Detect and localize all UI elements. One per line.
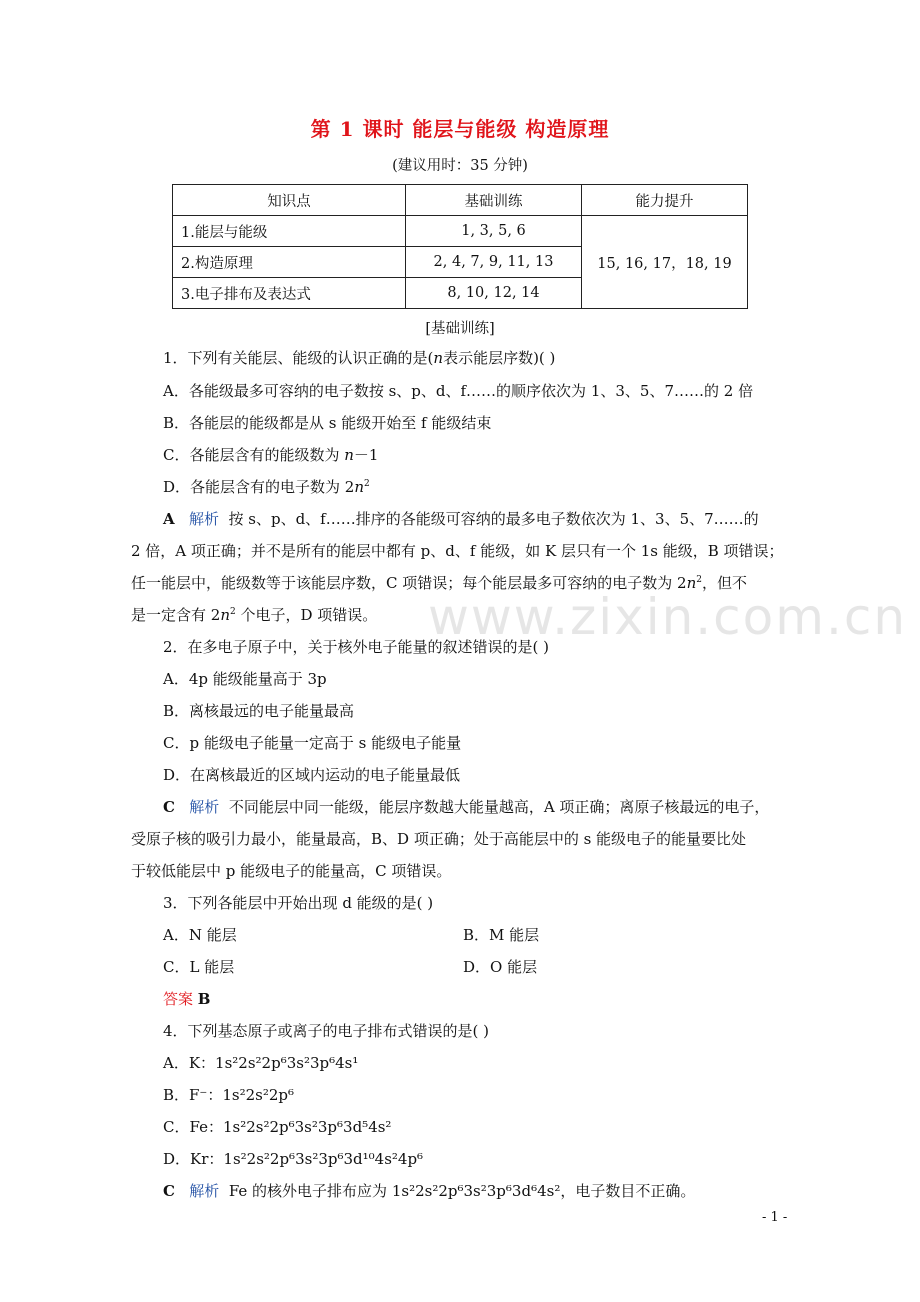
table-cell-ability: 15, 16, 17，18, 19 (582, 216, 748, 309)
question-2-explanation-line: C 解析 不同能层中同一能级，能层序数越大能量越高，A 项正确；离原子核最远的电子， (163, 798, 770, 816)
section-label: [基础训练] (425, 321, 495, 337)
question-2-explanation-line: 于较低能层中 p 能级电子的能量高，C 项错误。 (131, 862, 452, 880)
question-2-option-d: D．在离核最近的区域内运动的电子能量最低 (163, 766, 461, 784)
question-4-explanation-line: C 解析 Fe 的核外电子排布应为 1s²2s²2p⁶3s²3p⁶3d⁶4s²，电子数目不正确。 (163, 1182, 696, 1200)
table-header: 能力提升 (582, 185, 748, 216)
table-row (173, 216, 748, 247)
table-row (173, 185, 748, 216)
question-1-option-b: B．各能层的能级都是从 s 能级开始至 f 能级结束 (163, 414, 492, 432)
question-2-option-a: A．4p 能级能量高于 3p (163, 670, 327, 688)
question-1-explanation-line: A 解析 按 s、p、d、f……排序的各能级可容纳的最多电子数依次为 1、3、5、7……的 (163, 510, 759, 528)
question-4-option-a: A．K：1s²2s²2p⁶3s²3p⁶4s¹ (163, 1054, 359, 1072)
explanation-label: 解析 (189, 1182, 220, 1200)
table-cell: 2.构造原理 (173, 247, 406, 278)
question-2-option-b: B．离核最远的电子能量最高 (163, 702, 355, 720)
question-4-option-b: B．F⁻：1s²2s²2p⁶ (163, 1086, 295, 1104)
knowledge-table (172, 184, 748, 309)
question-1-option-c: C．各能层含有的能级数为 n－1 (163, 446, 379, 464)
table-cell: 2, 4, 7, 9, 11, 13 (406, 247, 582, 278)
question-2-explanation-line: 受原子核的吸引力最小，能量最高，B、D 项正确；处于高能层中的 s 能级电子的能量要比处 (131, 830, 747, 848)
question-1-option-a: A．各能级最多可容纳的电子数按 s、p、d、f……的顺序依次为 1、3、5、7……的 2 倍 (163, 382, 754, 400)
answer-letter: C (163, 1182, 175, 1200)
answer-letter: B (197, 990, 211, 1008)
page-number: - 1 - (762, 1210, 788, 1225)
question-4-option-d: D．Kr：1s²2s²2p⁶3s²3p⁶3d¹⁰4s²4p⁶ (163, 1150, 424, 1168)
question-3-option-d: D．O 能层 (463, 958, 538, 976)
question-2-stem: 2．在多电子原子中，关于核外电子能量的叙述错误的是( ) (163, 638, 550, 656)
question-4-option-c: C．Fe：1s²2s²2p⁶3s²3p⁶3d⁵4s² (163, 1118, 392, 1136)
answer-letter: A (163, 510, 175, 528)
table-header: 知识点 (173, 185, 406, 216)
question-1-option-d: D．各能层含有的电子数为 $2n^2$ (163, 478, 370, 496)
suggested-time: (建议用时：35 分钟) (392, 158, 528, 174)
question-3-option-a: A．N 能层 (163, 926, 237, 944)
explanation-label: 解析 (189, 798, 220, 816)
question-2-option-c: C．p 能级电子能量一定高于 s 能级电子能量 (163, 734, 462, 752)
question-3-answer (163, 988, 210, 1009)
watermark: www.zixin.com.cn (428, 588, 908, 646)
table-cell: 8, 10, 12, 14 (406, 278, 582, 309)
table-cell: 3.电子排布及表达式 (173, 278, 406, 309)
table-header: 基础训练 (406, 185, 582, 216)
question-3-option-c: C．L 能层 (163, 958, 235, 976)
explanation-label: 解析 (188, 510, 219, 528)
question-1-explanation-line: 任一能层中，能级数等于该能层序数，C 项错误；每个能层最多可容纳的电子数为 $2n^2$，但不 (131, 574, 747, 592)
question-1-stem: 1．下列有关能层、能级的认识正确的是(n表示能层序数)( ) (163, 349, 556, 367)
answer-letter: C (163, 798, 175, 816)
answer-label: 答案 (163, 990, 194, 1008)
question-3-option-b: B．M 能层 (463, 926, 540, 944)
question-3-stem: 3．下列各能层中开始出现 d 能级的是( ) (163, 894, 434, 912)
table-cell: 1, 3, 5, 6 (406, 216, 582, 247)
question-1-explanation-line: 2 倍，A 项正确；并不是所有的能层中都有 p、d、f 能级，如 K 层只有一个 1s 能级，B 项错误； (131, 542, 784, 560)
page-title: 第 1 课时 能层与能级 构造原理 (310, 117, 610, 141)
question-4-stem: 4．下列基态原子或离子的电子排布式错误的是( ) (163, 1022, 490, 1040)
table-cell: 1.能层与能级 (173, 216, 406, 247)
question-1-explanation-line: 是一定含有 $2n^2$ 个电子，D 项错误。 (131, 606, 378, 624)
